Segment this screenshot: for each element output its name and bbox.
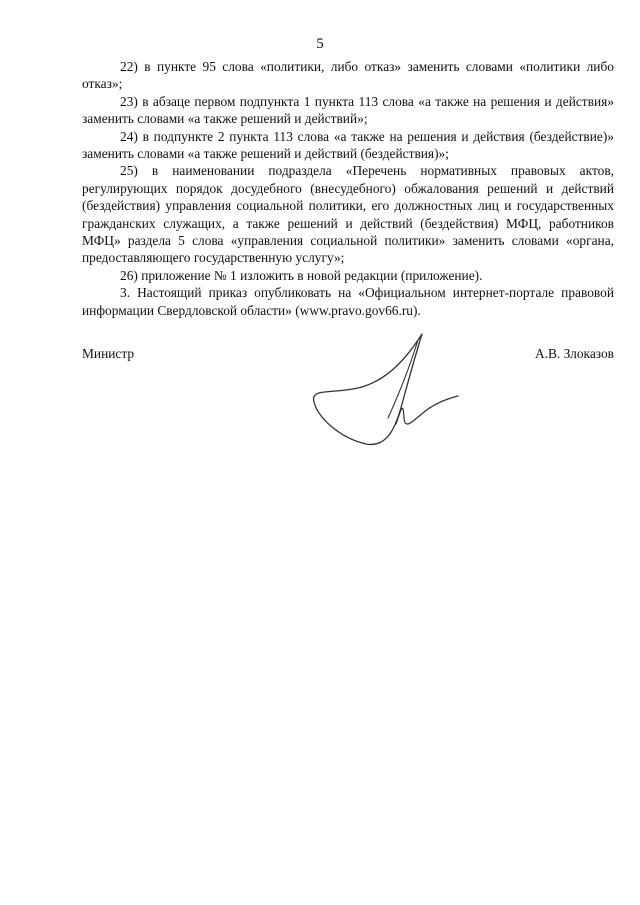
paragraph-section-3: 3. Настоящий приказ опубликовать на «Официальном интернет-портале правовой информации Свердловской области» (www.pravo.gov66.ru).: [82, 285, 614, 318]
paragraph-item-26: 26) приложение № 1 изложить в новой редакции (приложение).: [120, 267, 483, 283]
document-body: [82, 58, 614, 319]
page-number: 5: [316, 36, 324, 52]
paragraph-item-25: 25) в наименовании подраздела «Перечень нормативных правовых актов, регулирующих порядок досудебного (внесудебного) обжалования решений и действий (бездействия) управления социальной политики, его должностных лиц и государственных гражданских служащих, а также решений и действий (бездействия) МФЦ, работников МФЦ» раздела 5 слова «управления социальной политики» заменить словами «органа, предоставляющего государственную услугу»;: [82, 163, 614, 266]
signature-loop-stroke: [313, 334, 422, 444]
handwritten-signature: [300, 326, 470, 456]
signature-tail-stroke: [396, 396, 458, 424]
signer-position: Министр: [82, 346, 135, 361]
paragraph-item-22: 22) в пункте 95 слова «политики, либо отказ» заменить словами «политики либо отказ»;: [82, 59, 614, 92]
paragraph-item-23: 23) в абзаце первом подпункта 1 пункта 113 слова «а также на решения и действия» заменить словами «а также решений и действий»;: [82, 93, 614, 127]
paragraph-item-24: 24) в подпункте 2 пункта 113 слова «а также на решения и действия (бездействие)» заменить словами «а также решений и действий (бездействия)»;: [82, 128, 614, 162]
signature-inner-stroke: [388, 340, 418, 418]
signer-name: А.В. Злоказов: [534, 346, 614, 361]
